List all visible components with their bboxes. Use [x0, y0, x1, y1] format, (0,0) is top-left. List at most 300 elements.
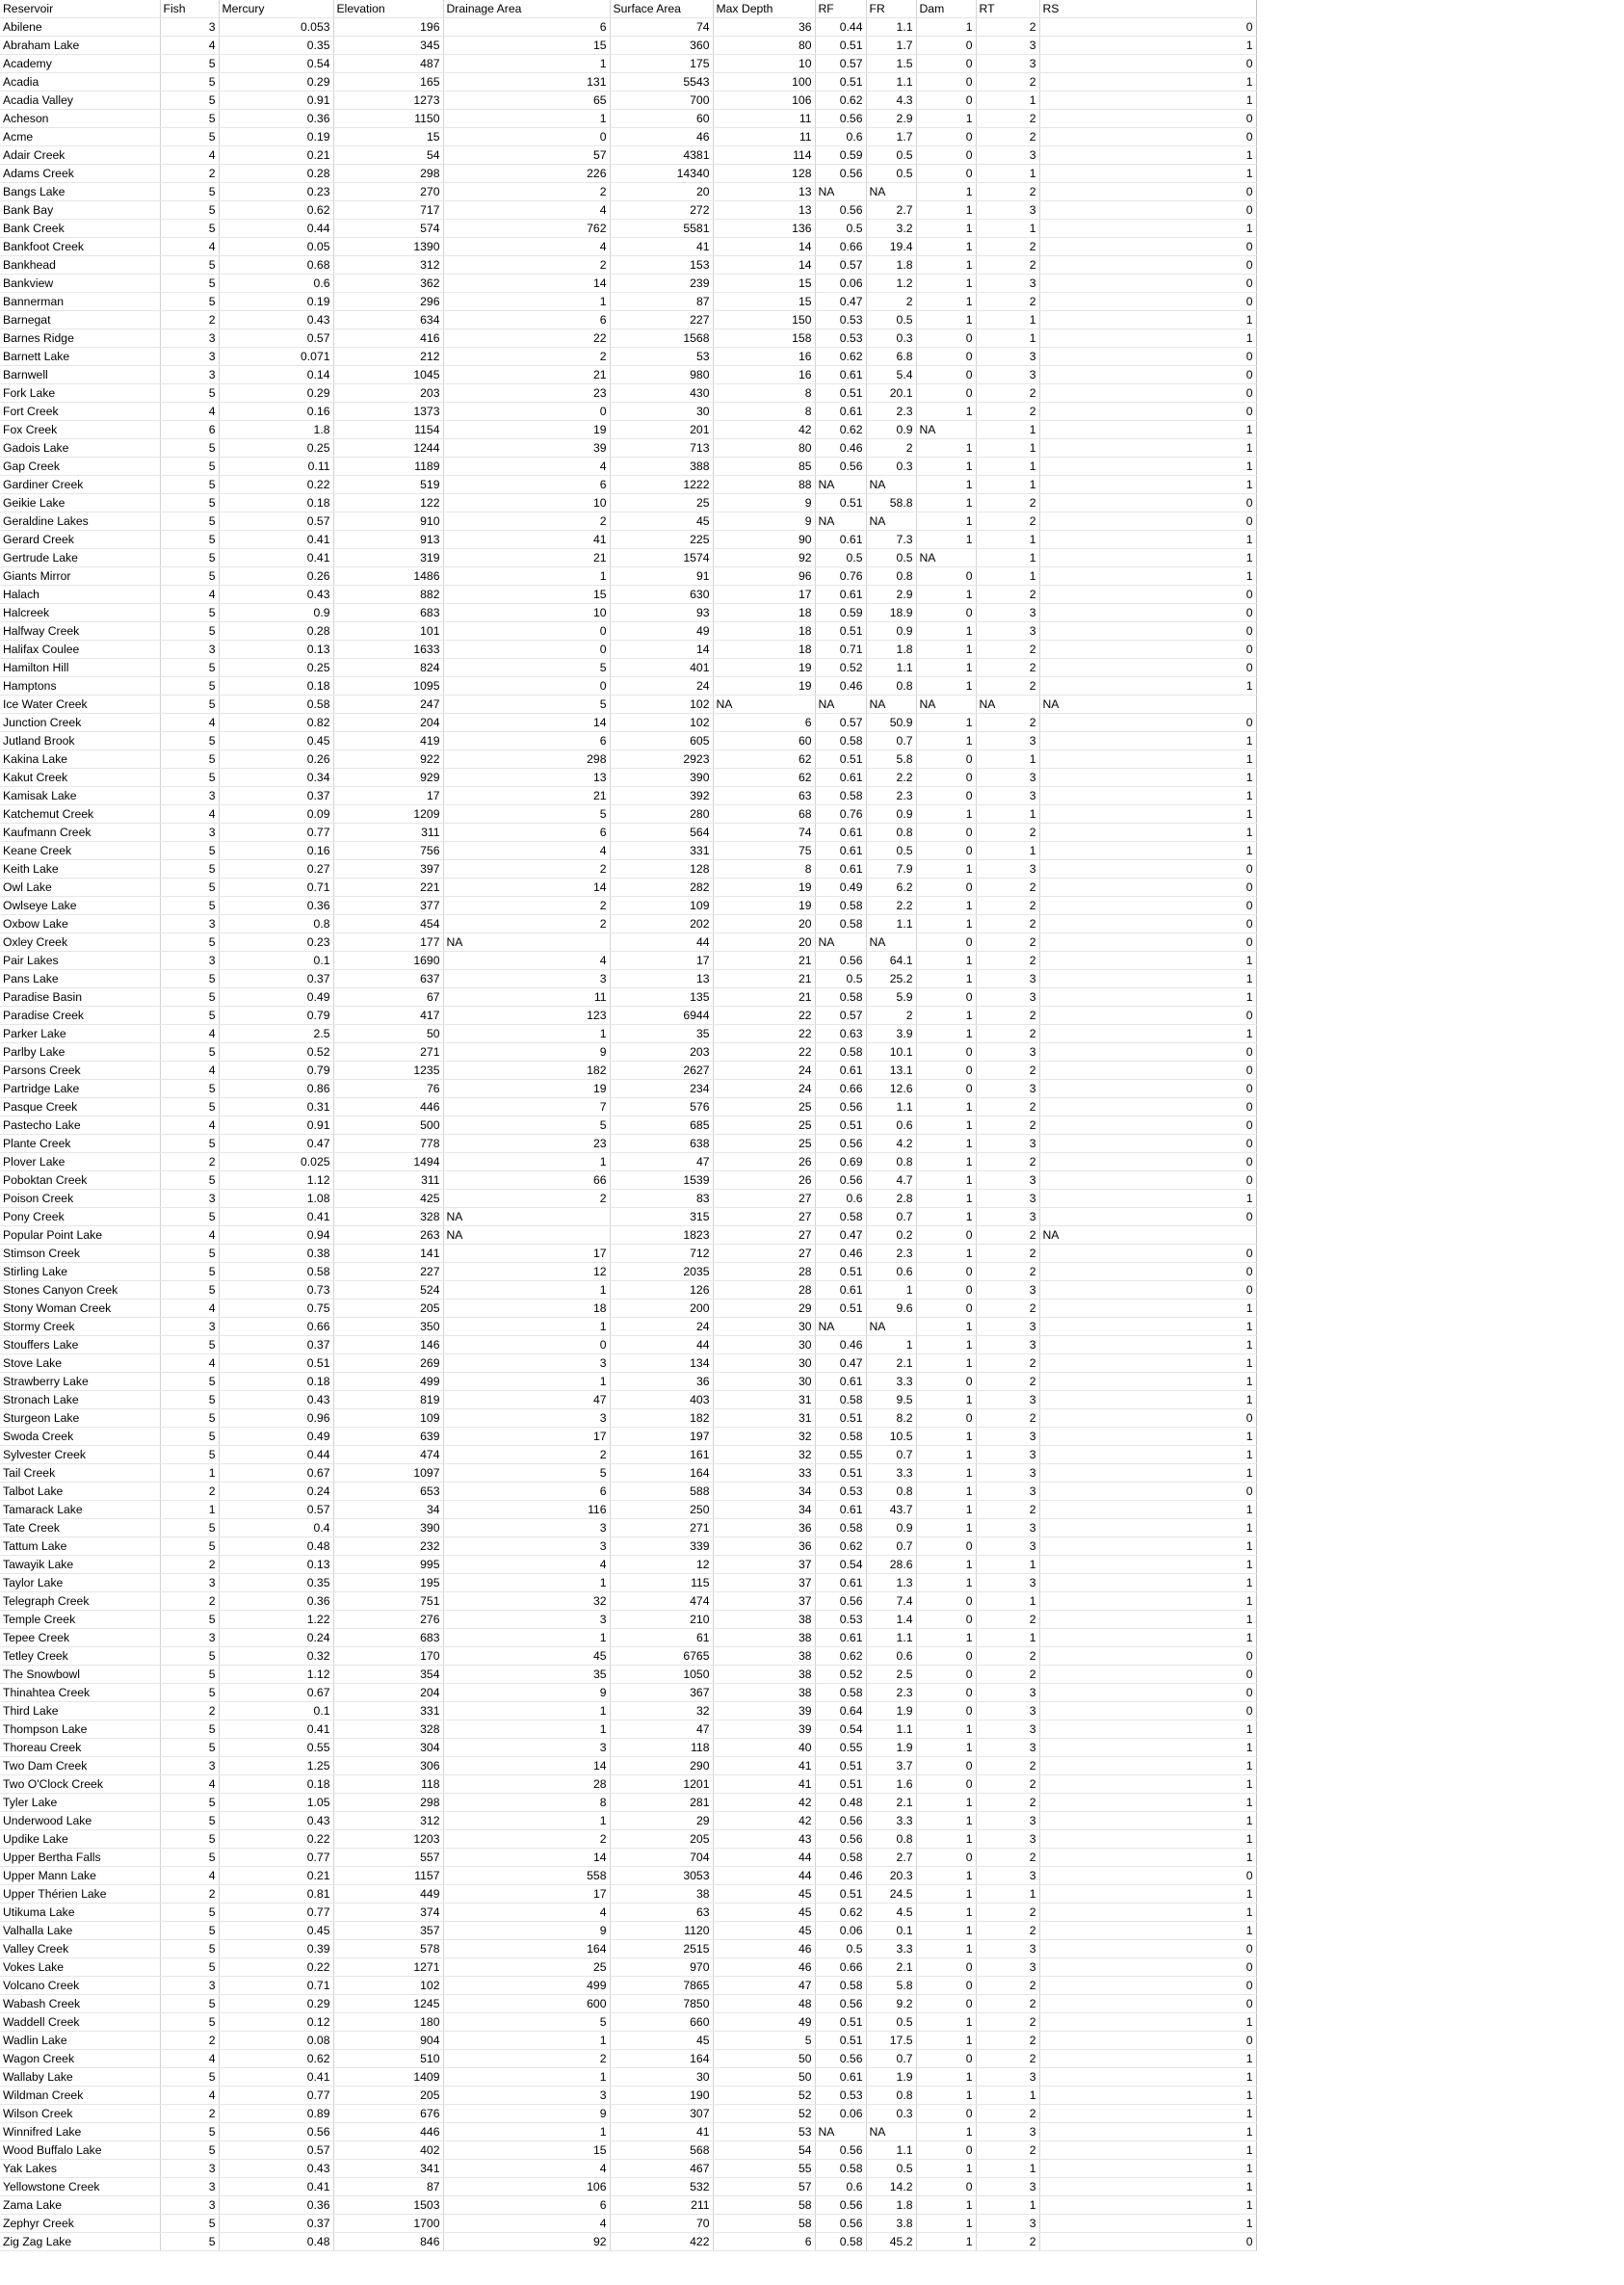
cell-reservoir[interactable]: Halcreek: [0, 604, 160, 622]
cell-fish[interactable]: 5: [160, 1373, 219, 1391]
cell-rs[interactable]: 0: [1039, 1958, 1256, 1977]
cell-mercury[interactable]: 0.31: [219, 1098, 333, 1116]
cell-max-depth[interactable]: 45: [713, 1904, 815, 1922]
cell-surface-area[interactable]: 45: [610, 2032, 713, 2050]
cell-fish[interactable]: 3: [160, 952, 219, 970]
cell-fr[interactable]: 3.3: [866, 1940, 916, 1958]
cell-reservoir[interactable]: Strawberry Lake: [0, 1373, 160, 1391]
cell-rf[interactable]: 0.51: [815, 622, 866, 641]
cell-rt[interactable]: 1: [976, 220, 1039, 238]
cell-rs[interactable]: 0: [1039, 1098, 1256, 1116]
cell-rs[interactable]: 1: [1039, 458, 1256, 476]
cell-reservoir[interactable]: Two Dam Creek: [0, 1757, 160, 1775]
cell-elevation[interactable]: 350: [333, 1318, 443, 1336]
cell-mercury[interactable]: 0.26: [219, 750, 333, 769]
cell-rt[interactable]: 2: [976, 1007, 1039, 1025]
cell-reservoir[interactable]: Upper Mann Lake: [0, 1867, 160, 1885]
cell-max-depth[interactable]: 9: [713, 512, 815, 531]
cell-reservoir[interactable]: Two O'Clock Creek: [0, 1775, 160, 1794]
cell-rs[interactable]: 1: [1039, 988, 1256, 1007]
cell-rs[interactable]: 1: [1039, 1556, 1256, 1574]
cell-rf[interactable]: 0.46: [815, 439, 866, 458]
cell-rs[interactable]: 0: [1039, 238, 1256, 256]
cell-max-depth[interactable]: 100: [713, 73, 815, 92]
cell-rf[interactable]: 0.06: [815, 275, 866, 293]
cell-rs[interactable]: 1: [1039, 146, 1256, 165]
cell-reservoir[interactable]: Wabash Creek: [0, 1995, 160, 2013]
cell-drainage-area[interactable]: 45: [443, 1647, 610, 1666]
cell-drainage-area[interactable]: NA: [443, 1208, 610, 1226]
cell-max-depth[interactable]: 14: [713, 256, 815, 275]
cell-fish[interactable]: 2: [160, 1556, 219, 1574]
cell-dam[interactable]: 1: [916, 1830, 976, 1849]
cell-surface-area[interactable]: 134: [610, 1354, 713, 1373]
cell-surface-area[interactable]: 30: [610, 2068, 713, 2087]
cell-reservoir[interactable]: Popular Point Lake: [0, 1226, 160, 1245]
cell-rs[interactable]: 1: [1039, 1720, 1256, 1739]
cell-surface-area[interactable]: 29: [610, 1812, 713, 1830]
cell-rt[interactable]: 3: [976, 2123, 1039, 2141]
cell-max-depth[interactable]: 150: [713, 311, 815, 329]
cell-rf[interactable]: NA: [815, 183, 866, 201]
cell-drainage-area[interactable]: 4: [443, 952, 610, 970]
cell-fish[interactable]: 5: [160, 256, 219, 275]
cell-fr[interactable]: 0.5: [866, 2160, 916, 2178]
cell-elevation[interactable]: 557: [333, 1849, 443, 1867]
cell-surface-area[interactable]: 392: [610, 787, 713, 805]
cell-drainage-area[interactable]: 21: [443, 549, 610, 567]
cell-rf[interactable]: 0.62: [815, 1904, 866, 1922]
cell-fr[interactable]: NA: [866, 183, 916, 201]
cell-drainage-area[interactable]: 182: [443, 1062, 610, 1080]
cell-rf[interactable]: 0.6: [815, 2178, 866, 2196]
cell-elevation[interactable]: 146: [333, 1336, 443, 1354]
cell-reservoir[interactable]: Poboktan Creek: [0, 1171, 160, 1190]
cell-fish[interactable]: 5: [160, 55, 219, 73]
cell-surface-area[interactable]: 44: [610, 1336, 713, 1354]
cell-mercury[interactable]: 0.05: [219, 238, 333, 256]
cell-max-depth[interactable]: 18: [713, 622, 815, 641]
cell-fish[interactable]: 4: [160, 1062, 219, 1080]
cell-rt[interactable]: 2: [976, 2141, 1039, 2160]
cell-mercury[interactable]: 0.96: [219, 1409, 333, 1428]
cell-mercury[interactable]: 0.36: [219, 897, 333, 915]
cell-max-depth[interactable]: 128: [713, 165, 815, 183]
cell-rf[interactable]: 0.51: [815, 73, 866, 92]
cell-drainage-area[interactable]: 5: [443, 696, 610, 714]
cell-rt[interactable]: 2: [976, 1775, 1039, 1794]
cell-elevation[interactable]: 34: [333, 1501, 443, 1519]
cell-rf[interactable]: 0.56: [815, 1830, 866, 1849]
cell-surface-area[interactable]: 700: [610, 92, 713, 110]
cell-rt[interactable]: 2: [976, 641, 1039, 659]
cell-dam[interactable]: 0: [916, 1062, 976, 1080]
cell-elevation[interactable]: 165: [333, 73, 443, 92]
cell-max-depth[interactable]: 44: [713, 1849, 815, 1867]
cell-fish[interactable]: 2: [160, 1483, 219, 1501]
cell-rt[interactable]: 3: [976, 1190, 1039, 1208]
cell-rf[interactable]: 0.46: [815, 677, 866, 696]
cell-fish[interactable]: 2: [160, 2032, 219, 2050]
cell-fr[interactable]: 0.3: [866, 458, 916, 476]
cell-rf[interactable]: 0.57: [815, 55, 866, 73]
cell-rt[interactable]: 3: [976, 1574, 1039, 1592]
cell-rf[interactable]: 0.56: [815, 1171, 866, 1190]
cell-dam[interactable]: 1: [916, 1574, 976, 1592]
cell-rt[interactable]: 1: [976, 805, 1039, 824]
cell-reservoir[interactable]: Zama Lake: [0, 2196, 160, 2215]
cell-drainage-area[interactable]: 1: [443, 1720, 610, 1739]
cell-fr[interactable]: 4.5: [866, 1904, 916, 1922]
cell-fish[interactable]: 5: [160, 2068, 219, 2087]
cell-rf[interactable]: 0.66: [815, 1080, 866, 1098]
cell-drainage-area[interactable]: 3: [443, 2087, 610, 2105]
cell-surface-area[interactable]: 467: [610, 2160, 713, 2178]
cell-elevation[interactable]: 298: [333, 1794, 443, 1812]
cell-elevation[interactable]: 102: [333, 1977, 443, 1995]
cell-max-depth[interactable]: 21: [713, 988, 815, 1007]
cell-max-depth[interactable]: 31: [713, 1391, 815, 1409]
cell-fr[interactable]: 7.3: [866, 531, 916, 549]
cell-dam[interactable]: 1: [916, 2013, 976, 2032]
cell-surface-area[interactable]: 2627: [610, 1062, 713, 1080]
cell-surface-area[interactable]: 1120: [610, 1922, 713, 1940]
cell-elevation[interactable]: 362: [333, 275, 443, 293]
cell-mercury[interactable]: 0.21: [219, 146, 333, 165]
cell-fr[interactable]: 43.7: [866, 1501, 916, 1519]
cell-drainage-area[interactable]: 0: [443, 677, 610, 696]
cell-mercury[interactable]: 0.35: [219, 1574, 333, 1592]
cell-rt[interactable]: 1: [976, 458, 1039, 476]
cell-drainage-area[interactable]: NA: [443, 1226, 610, 1245]
cell-surface-area[interactable]: 1568: [610, 329, 713, 348]
cell-rf[interactable]: 0.06: [815, 1922, 866, 1940]
cell-rt[interactable]: 2: [976, 879, 1039, 897]
cell-mercury[interactable]: 0.21: [219, 1867, 333, 1885]
cell-reservoir[interactable]: Owlseye Lake: [0, 897, 160, 915]
cell-dam[interactable]: 0: [916, 1043, 976, 1062]
cell-fr[interactable]: 17.5: [866, 2032, 916, 2050]
cell-elevation[interactable]: 1273: [333, 92, 443, 110]
cell-fr[interactable]: NA: [866, 512, 916, 531]
cell-dam[interactable]: 1: [916, 1153, 976, 1171]
cell-dam[interactable]: 0: [916, 348, 976, 366]
cell-mercury[interactable]: 0.32: [219, 1647, 333, 1666]
cell-surface-area[interactable]: 605: [610, 732, 713, 750]
cell-rs[interactable]: 1: [1039, 2068, 1256, 2087]
cell-drainage-area[interactable]: 116: [443, 1501, 610, 1519]
cell-elevation[interactable]: 1154: [333, 421, 443, 439]
cell-fish[interactable]: 5: [160, 1135, 219, 1153]
cell-reservoir[interactable]: Zephyr Creek: [0, 2215, 160, 2233]
cell-drainage-area[interactable]: 14: [443, 714, 610, 732]
column-header-rs[interactable]: RS: [1039, 0, 1256, 18]
cell-rt[interactable]: 2: [976, 1794, 1039, 1812]
cell-reservoir[interactable]: Thoreau Creek: [0, 1739, 160, 1757]
cell-rs[interactable]: 1: [1039, 1775, 1256, 1794]
cell-drainage-area[interactable]: 1: [443, 2068, 610, 2087]
cell-reservoir[interactable]: Swoda Creek: [0, 1428, 160, 1446]
column-header-rf[interactable]: RF: [815, 0, 866, 18]
cell-mercury[interactable]: 0.58: [219, 696, 333, 714]
cell-dam[interactable]: 1: [916, 1720, 976, 1739]
cell-reservoir[interactable]: Adams Creek: [0, 165, 160, 183]
cell-fr[interactable]: NA: [866, 1318, 916, 1336]
cell-rs[interactable]: 1: [1039, 842, 1256, 860]
cell-drainage-area[interactable]: 762: [443, 220, 610, 238]
cell-elevation[interactable]: 1095: [333, 677, 443, 696]
cell-reservoir[interactable]: Stormy Creek: [0, 1318, 160, 1336]
cell-surface-area[interactable]: 203: [610, 1043, 713, 1062]
cell-drainage-area[interactable]: 3: [443, 1354, 610, 1373]
cell-fr[interactable]: NA: [866, 696, 916, 714]
cell-drainage-area[interactable]: 1: [443, 2123, 610, 2141]
cell-mercury[interactable]: 0.77: [219, 1904, 333, 1922]
cell-mercury[interactable]: 0.48: [219, 2233, 333, 2251]
cell-mercury[interactable]: 1.25: [219, 1757, 333, 1775]
cell-fish[interactable]: 5: [160, 1995, 219, 2013]
cell-max-depth[interactable]: 21: [713, 970, 815, 988]
cell-rt[interactable]: 2: [976, 1849, 1039, 1867]
cell-surface-area[interactable]: 1539: [610, 1171, 713, 1190]
cell-max-depth[interactable]: 30: [713, 1318, 815, 1336]
cell-mercury[interactable]: 0.56: [219, 2123, 333, 2141]
cell-elevation[interactable]: 499: [333, 1373, 443, 1391]
cell-elevation[interactable]: 446: [333, 2123, 443, 2141]
cell-mercury[interactable]: 0.24: [219, 1629, 333, 1647]
cell-rf[interactable]: 0.53: [815, 1483, 866, 1501]
cell-mercury[interactable]: 0.77: [219, 1849, 333, 1867]
cell-surface-area[interactable]: 250: [610, 1501, 713, 1519]
cell-dam[interactable]: 0: [916, 1775, 976, 1794]
cell-rt[interactable]: 3: [976, 1281, 1039, 1300]
cell-fish[interactable]: 5: [160, 1958, 219, 1977]
cell-dam[interactable]: 1: [916, 1519, 976, 1537]
cell-elevation[interactable]: 377: [333, 897, 443, 915]
cell-mercury[interactable]: 0.58: [219, 1263, 333, 1281]
cell-dam[interactable]: 1: [916, 1556, 976, 1574]
cell-rs[interactable]: 1: [1039, 769, 1256, 787]
cell-max-depth[interactable]: 6: [713, 714, 815, 732]
cell-rf[interactable]: 0.51: [815, 2013, 866, 2032]
cell-max-depth[interactable]: 45: [713, 1922, 815, 1940]
cell-surface-area[interactable]: 422: [610, 2233, 713, 2251]
cell-rf[interactable]: 0.61: [815, 1629, 866, 1647]
cell-surface-area[interactable]: 290: [610, 1757, 713, 1775]
cell-reservoir[interactable]: Wood Buffalo Lake: [0, 2141, 160, 2160]
cell-reservoir[interactable]: Pair Lakes: [0, 952, 160, 970]
cell-rs[interactable]: 1: [1039, 1354, 1256, 1373]
cell-reservoir[interactable]: Fox Creek: [0, 421, 160, 439]
cell-fr[interactable]: 5.8: [866, 1977, 916, 1995]
cell-elevation[interactable]: 910: [333, 512, 443, 531]
cell-elevation[interactable]: 717: [333, 201, 443, 220]
cell-reservoir[interactable]: Ice Water Creek: [0, 696, 160, 714]
cell-rs[interactable]: 0: [1039, 1702, 1256, 1720]
cell-dam[interactable]: 1: [916, 2123, 976, 2141]
cell-fish[interactable]: 5: [160, 2233, 219, 2251]
cell-fish[interactable]: 5: [160, 677, 219, 696]
cell-rt[interactable]: 3: [976, 275, 1039, 293]
cell-rt[interactable]: 2: [976, 1300, 1039, 1318]
cell-mercury[interactable]: 0.41: [219, 549, 333, 567]
cell-elevation[interactable]: 1271: [333, 1958, 443, 1977]
cell-fr[interactable]: 0.8: [866, 2087, 916, 2105]
cell-rs[interactable]: 1: [1039, 165, 1256, 183]
cell-rs[interactable]: 1: [1039, 805, 1256, 824]
cell-reservoir[interactable]: Pony Creek: [0, 1208, 160, 1226]
cell-surface-area[interactable]: 713: [610, 439, 713, 458]
cell-rt[interactable]: 3: [976, 2178, 1039, 2196]
cell-mercury[interactable]: 0.11: [219, 458, 333, 476]
cell-fish[interactable]: 5: [160, 622, 219, 641]
cell-drainage-area[interactable]: 1: [443, 1025, 610, 1043]
cell-max-depth[interactable]: 10: [713, 55, 815, 73]
cell-rf[interactable]: 0.46: [815, 1336, 866, 1354]
cell-fr[interactable]: 2.3: [866, 787, 916, 805]
cell-dam[interactable]: 0: [916, 1757, 976, 1775]
cell-fr[interactable]: 0.7: [866, 732, 916, 750]
cell-rt[interactable]: 1: [976, 531, 1039, 549]
cell-elevation[interactable]: 922: [333, 750, 443, 769]
cell-mercury[interactable]: 0.19: [219, 128, 333, 146]
cell-dam[interactable]: 1: [916, 970, 976, 988]
cell-drainage-area[interactable]: 3: [443, 1611, 610, 1629]
cell-rs[interactable]: 0: [1039, 1684, 1256, 1702]
cell-dam[interactable]: 1: [916, 622, 976, 641]
cell-rf[interactable]: 0.56: [815, 2196, 866, 2215]
cell-elevation[interactable]: 270: [333, 183, 443, 201]
cell-surface-area[interactable]: 1574: [610, 549, 713, 567]
cell-reservoir[interactable]: Tattum Lake: [0, 1537, 160, 1556]
cell-fish[interactable]: 5: [160, 2215, 219, 2233]
cell-mercury[interactable]: 1.12: [219, 1171, 333, 1190]
cell-mercury[interactable]: 0.36: [219, 1592, 333, 1611]
cell-reservoir[interactable]: Paradise Basin: [0, 988, 160, 1007]
cell-max-depth[interactable]: 44: [713, 1867, 815, 1885]
cell-fr[interactable]: 58.8: [866, 494, 916, 512]
cell-mercury[interactable]: 0.57: [219, 329, 333, 348]
cell-elevation[interactable]: 374: [333, 1904, 443, 1922]
cell-max-depth[interactable]: 19: [713, 677, 815, 696]
cell-elevation[interactable]: 17: [333, 787, 443, 805]
cell-drainage-area[interactable]: 1: [443, 567, 610, 586]
cell-rf[interactable]: 0.61: [815, 2068, 866, 2087]
cell-max-depth[interactable]: 106: [713, 92, 815, 110]
cell-drainage-area[interactable]: 0: [443, 403, 610, 421]
cell-rf[interactable]: 0.58: [815, 897, 866, 915]
cell-reservoir[interactable]: Acme: [0, 128, 160, 146]
cell-dam[interactable]: 1: [916, 2068, 976, 2087]
cell-rt[interactable]: 2: [976, 1904, 1039, 1922]
cell-dam[interactable]: 0: [916, 1995, 976, 2013]
cell-elevation[interactable]: 882: [333, 586, 443, 604]
cell-rs[interactable]: 1: [1039, 73, 1256, 92]
cell-max-depth[interactable]: 24: [713, 1062, 815, 1080]
cell-fish[interactable]: 3: [160, 2178, 219, 2196]
cell-rs[interactable]: 0: [1039, 403, 1256, 421]
column-header-surface-area[interactable]: Surface Area: [610, 0, 713, 18]
cell-rs[interactable]: 0: [1039, 1647, 1256, 1666]
cell-elevation[interactable]: 524: [333, 1281, 443, 1300]
cell-max-depth[interactable]: 30: [713, 1336, 815, 1354]
cell-drainage-area[interactable]: 47: [443, 1391, 610, 1409]
cell-fr[interactable]: 1.8: [866, 2196, 916, 2215]
cell-rf[interactable]: 0.61: [815, 1281, 866, 1300]
cell-fish[interactable]: 5: [160, 201, 219, 220]
cell-surface-area[interactable]: 970: [610, 1958, 713, 1977]
cell-dam[interactable]: 1: [916, 183, 976, 201]
cell-fr[interactable]: 28.6: [866, 1556, 916, 1574]
cell-fish[interactable]: 5: [160, 1245, 219, 1263]
cell-surface-area[interactable]: 430: [610, 384, 713, 403]
cell-fish[interactable]: 5: [160, 2141, 219, 2160]
cell-reservoir[interactable]: Bank Creek: [0, 220, 160, 238]
cell-max-depth[interactable]: 39: [713, 1702, 815, 1720]
cell-fish[interactable]: 5: [160, 1537, 219, 1556]
cell-fr[interactable]: 4.7: [866, 1171, 916, 1190]
cell-dam[interactable]: 0: [916, 128, 976, 146]
cell-reservoir[interactable]: Bankview: [0, 275, 160, 293]
cell-max-depth[interactable]: 6: [713, 2233, 815, 2251]
cell-drainage-area[interactable]: 11: [443, 988, 610, 1007]
cell-rs[interactable]: 1: [1039, 1794, 1256, 1812]
cell-drainage-area[interactable]: 10: [443, 494, 610, 512]
cell-rs[interactable]: 1: [1039, 549, 1256, 567]
cell-elevation[interactable]: 1045: [333, 366, 443, 384]
cell-dam[interactable]: 0: [916, 1537, 976, 1556]
cell-dam[interactable]: 0: [916, 1592, 976, 1611]
cell-surface-area[interactable]: 47: [610, 1720, 713, 1739]
cell-drainage-area[interactable]: 14: [443, 1757, 610, 1775]
cell-max-depth[interactable]: 19: [713, 897, 815, 915]
cell-max-depth[interactable]: 18: [713, 641, 815, 659]
cell-elevation[interactable]: 296: [333, 293, 443, 311]
cell-mercury[interactable]: 0.12: [219, 2013, 333, 2032]
cell-rt[interactable]: 2: [976, 2032, 1039, 2050]
cell-elevation[interactable]: 1409: [333, 2068, 443, 2087]
cell-drainage-area[interactable]: NA: [443, 933, 610, 952]
cell-fish[interactable]: 5: [160, 1647, 219, 1666]
cell-fish[interactable]: 5: [160, 531, 219, 549]
cell-fish[interactable]: 3: [160, 915, 219, 933]
cell-rt[interactable]: 1: [976, 421, 1039, 439]
cell-elevation[interactable]: 196: [333, 18, 443, 37]
cell-fr[interactable]: 1.1: [866, 2141, 916, 2160]
cell-fr[interactable]: 3.3: [866, 1373, 916, 1391]
cell-elevation[interactable]: 519: [333, 476, 443, 494]
cell-rs[interactable]: 1: [1039, 1922, 1256, 1940]
cell-drainage-area[interactable]: 1: [443, 1153, 610, 1171]
cell-rf[interactable]: 0.51: [815, 1300, 866, 1318]
cell-dam[interactable]: 0: [916, 1263, 976, 1281]
cell-rt[interactable]: 2: [976, 293, 1039, 311]
cell-dam[interactable]: 1: [916, 1391, 976, 1409]
cell-max-depth[interactable]: 55: [713, 2160, 815, 2178]
cell-dam[interactable]: 1: [916, 1501, 976, 1519]
cell-rs[interactable]: 0: [1039, 18, 1256, 37]
cell-reservoir[interactable]: Kamisak Lake: [0, 787, 160, 805]
cell-fish[interactable]: 1: [160, 1501, 219, 1519]
cell-max-depth[interactable]: 24: [713, 1080, 815, 1098]
cell-elevation[interactable]: 637: [333, 970, 443, 988]
cell-mercury[interactable]: 0.91: [219, 92, 333, 110]
cell-rs[interactable]: 1: [1039, 1885, 1256, 1904]
cell-max-depth[interactable]: 17: [713, 586, 815, 604]
cell-fish[interactable]: 5: [160, 1666, 219, 1684]
cell-dam[interactable]: 0: [916, 1849, 976, 1867]
cell-mercury[interactable]: 0.91: [219, 1116, 333, 1135]
